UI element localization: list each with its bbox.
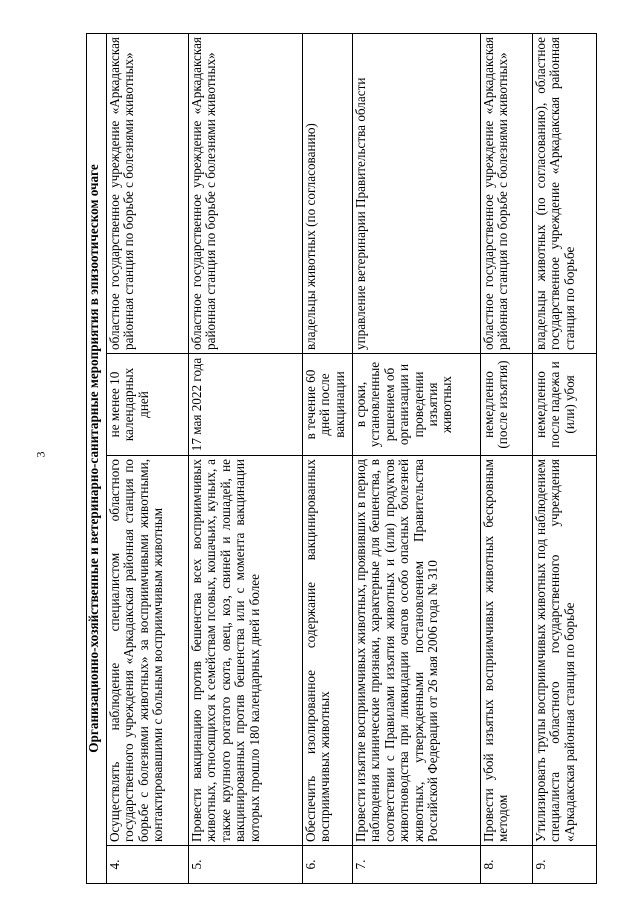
table-row: [533, 34, 597, 884]
rotated-table-container: [86, 34, 596, 884]
row-responsible: владельцы животных (по согласованию), областное государственное учреждение «Аркадакская районная станция по борьбе: [533, 34, 597, 354]
table-row: [107, 34, 189, 884]
row-task: Провести убой изъятых восприимчивых животных бескровным методом: [481, 456, 533, 846]
table-row: [353, 34, 481, 884]
row-task: Обеспечить изолированное содержание вакцинированных восприимчивых животных: [303, 456, 353, 846]
row-term: в сроки, установленные решением об организации и проведении изъятия животных: [353, 354, 481, 456]
measures-table: [86, 33, 597, 884]
row-task: Провести изъятие восприимчивых животных, проявивших в период наблюдения клинические признаки, характерные для бешенства, в соответствии с Правилами изъятия животных и (или) продуктов животноводства при ликвидации очагов особо опасных болезней животных, утвержденными постановлением Правительства Российской Федерации от 26 мая 2006 года № 310: [353, 456, 481, 846]
row-responsible: управление ветеринарии Правительства области: [353, 34, 481, 354]
row-task: Осуществлять наблюдение специалистом областного государственного учреждения «Аркадакская районная станция по борьбе с болезнями животных» за восприимчивыми животными, контактировавшими с больным восприимчивым животным: [107, 456, 189, 846]
table-row: [481, 34, 533, 884]
table-row: [303, 34, 353, 884]
row-responsible: областное государственное учреждение «Аркадакская районная станция по борьбе с болезнями животных»: [107, 34, 189, 354]
row-task: Утилизировать трупы восприимчивых животных под наблюдением специалиста областного государственного учреждения «Аркадакская районная станция по борьбе: [533, 456, 597, 846]
row-responsible: владельцы животных (по согласованию): [303, 34, 353, 354]
row-number: 6.: [303, 846, 353, 884]
page-number: 3: [33, 451, 48, 458]
row-number: 8.: [481, 846, 533, 884]
row-responsible: областное государственное учреждение «Аркадакская районная станция по борьбе с болезнями животных»: [189, 34, 303, 354]
row-term: немедленно (после изъятия): [481, 354, 533, 456]
row-number: 7.: [353, 846, 481, 884]
row-number: 9.: [533, 846, 597, 884]
row-term: в течение 60 дней после вакцинации: [303, 354, 353, 456]
row-term: не менее 10 календарных дней: [107, 354, 189, 456]
row-number: 5.: [189, 846, 303, 884]
section-title: Организационно-хозяйственные и ветеринарно-санитарные мероприятия в эпизоотическом очаге: [87, 34, 107, 884]
table-row: [189, 34, 303, 884]
row-responsible: областное государственное учреждение «Аркадакская районная станция по борьбе с болезнями животных»: [481, 34, 533, 354]
row-term: немедленно после падежа и (или) убоя: [533, 354, 597, 456]
row-task: Провести вакцинацию против бешенства всех восприимчивых животных, относящихся к семействам псовых, кошачьих, куньих, а также крупного рогатого скота, овец, коз, свиней и лошадей, не вакцинированных против бешенства или с момента вакцинации которых прошло 180 календарных дней и более: [189, 456, 303, 846]
row-term: 17 мая 2022 года: [189, 354, 303, 456]
row-number: 4.: [107, 846, 189, 884]
